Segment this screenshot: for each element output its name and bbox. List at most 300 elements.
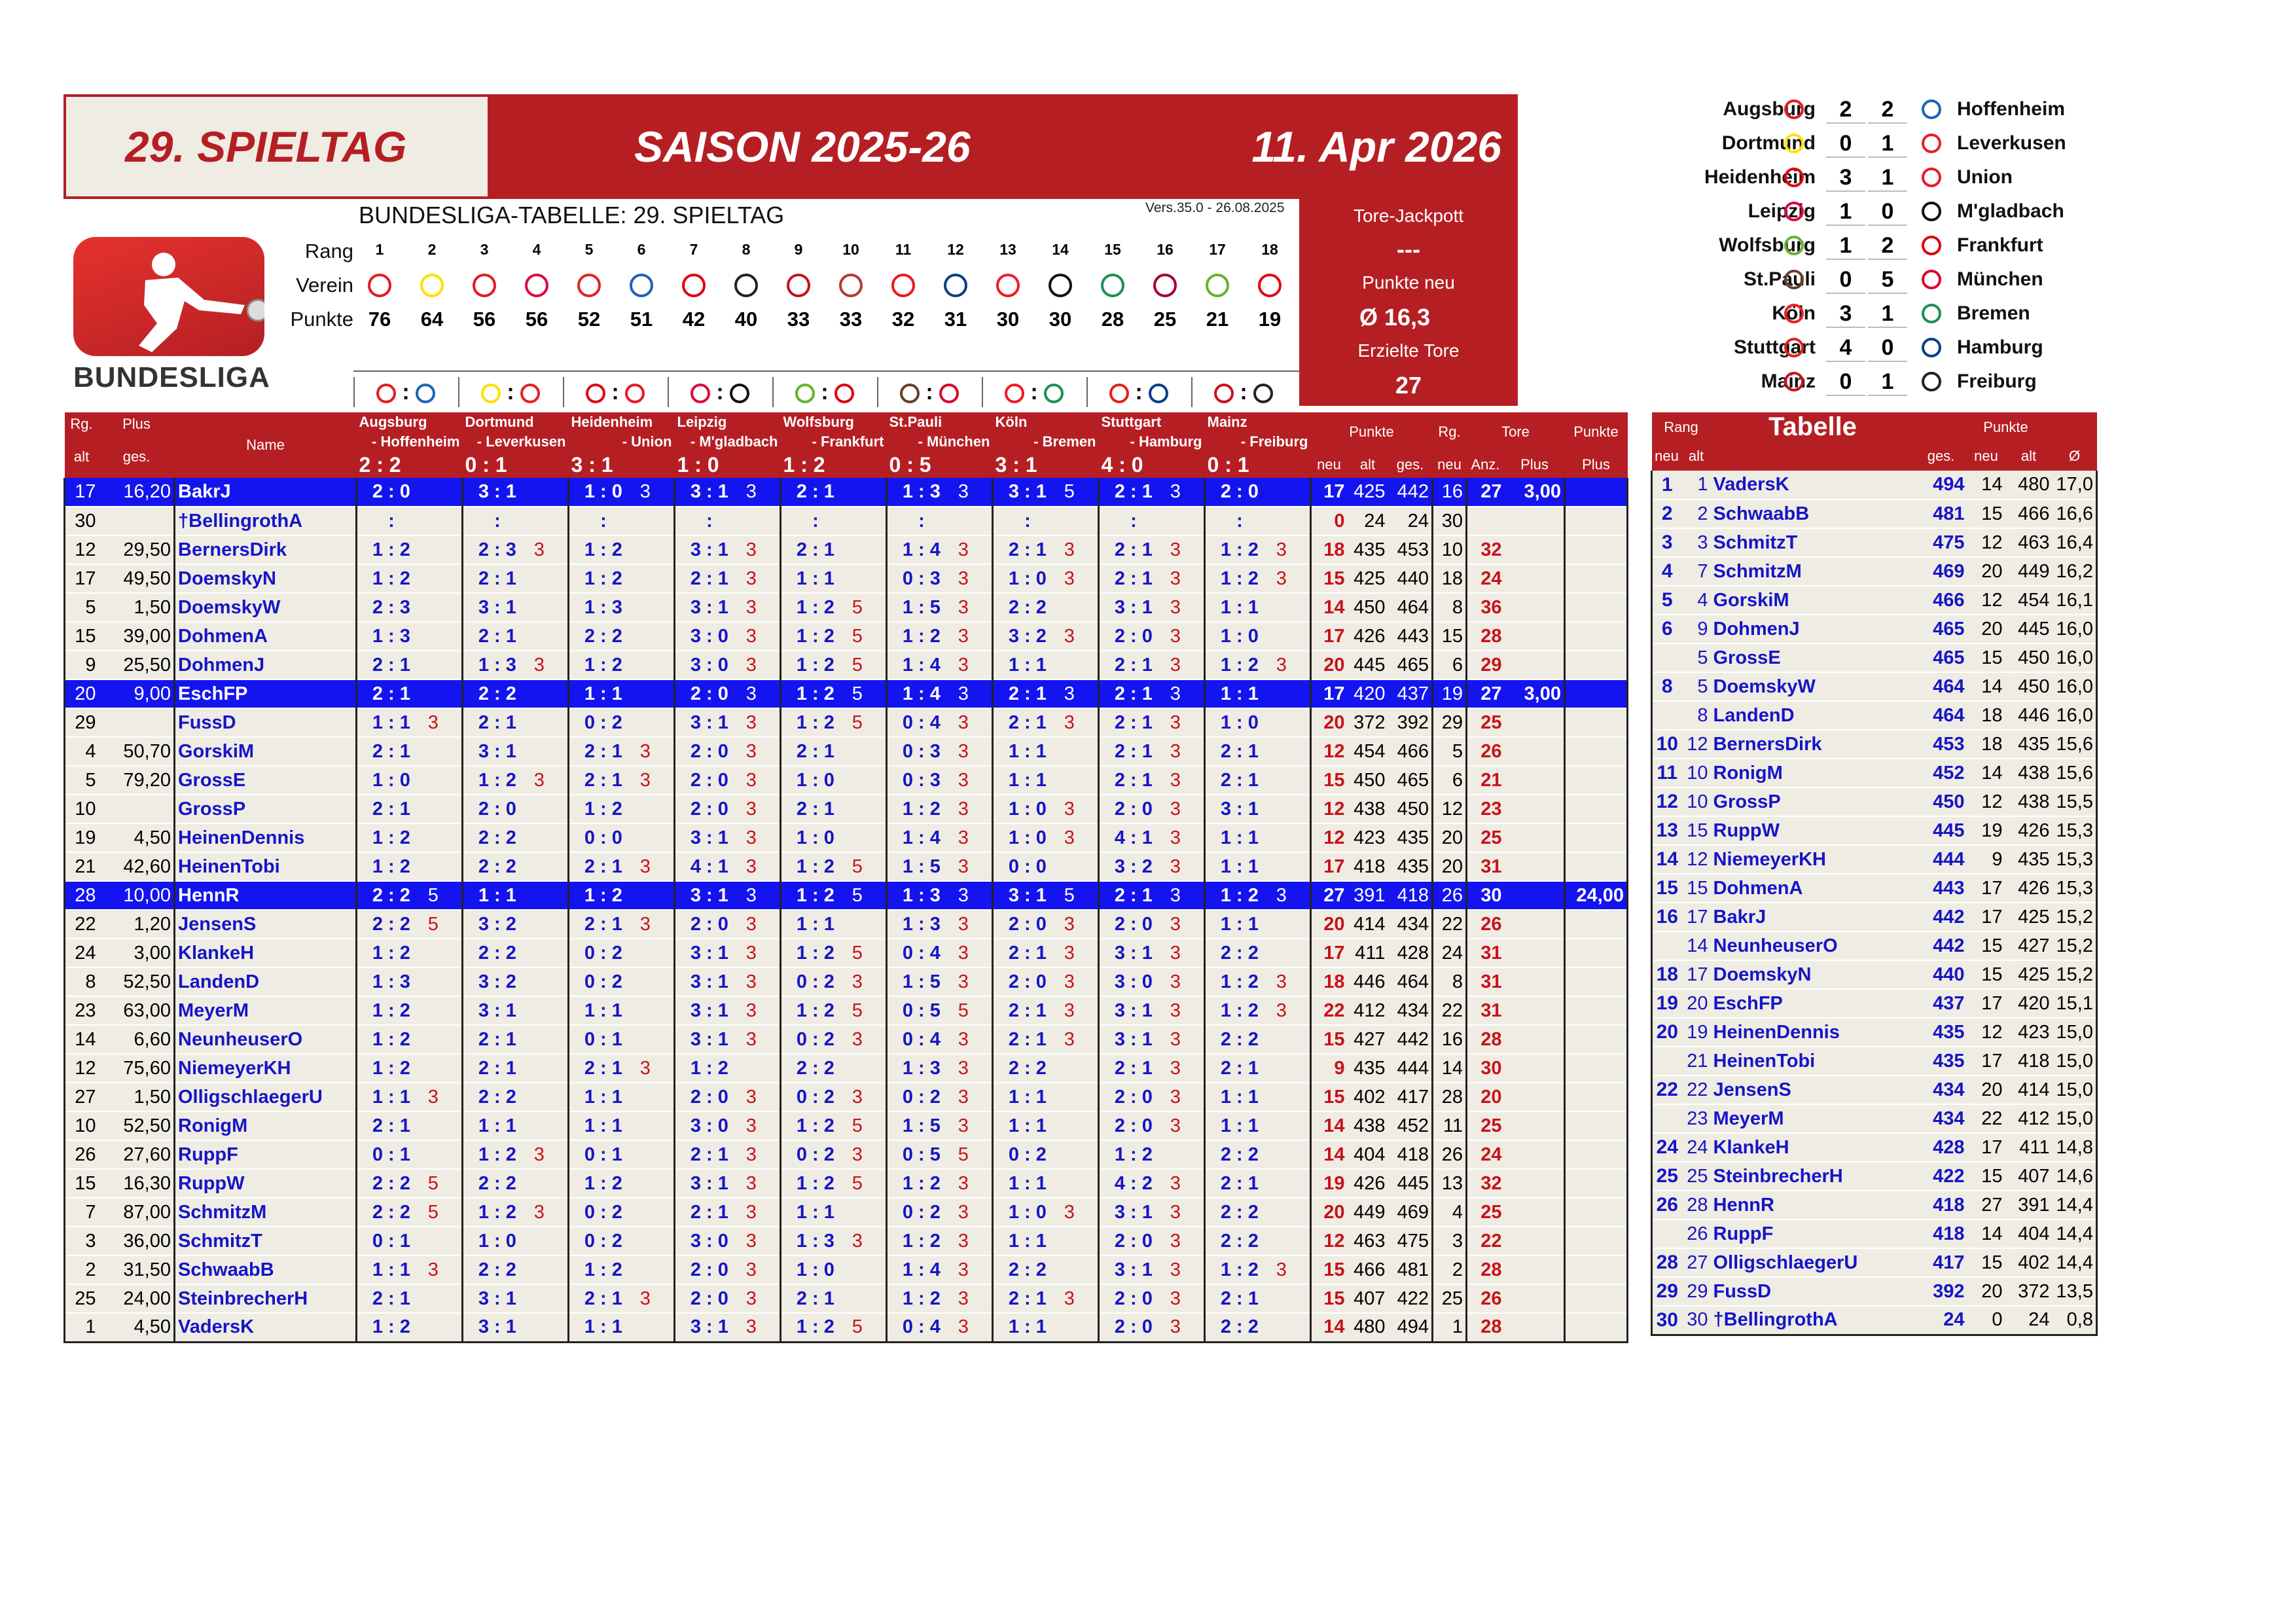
row-goals-plus [1505, 564, 1565, 593]
standings-row [1652, 989, 2097, 1018]
away-crest-icon [1044, 384, 1064, 403]
standings-points-old: 411 [2005, 1133, 2053, 1162]
row-tip: 2 : 3 [357, 593, 425, 622]
row-points-total: 437 [1388, 679, 1433, 708]
standings-row [1652, 845, 2097, 874]
row-goals: 23 [1467, 795, 1505, 823]
row-tip: 1 : 1 [993, 1083, 1062, 1111]
row-points-old: 420 [1348, 679, 1388, 708]
standings-name: FussD [1711, 1277, 1915, 1306]
row-tip-points [1062, 1227, 1099, 1255]
row-plus: 39,00 [99, 622, 175, 651]
standings-points-new: 27 [1967, 1191, 2005, 1219]
row-tip: 2 : 2 [357, 910, 425, 939]
row-tip: 1 : 1 [993, 651, 1062, 679]
standings-name: OlligschlaegerU [1711, 1248, 1915, 1277]
row-tip-points [425, 1025, 463, 1054]
row-tip-points [1062, 1140, 1099, 1169]
row-tip-points [531, 795, 569, 823]
away-club-icon [1922, 304, 1941, 323]
standings-points-old: 427 [2005, 931, 2053, 960]
row-tip: 2 : 2 [463, 823, 531, 852]
standings-row [1652, 1133, 2097, 1162]
row-tip-points: 3 [637, 1054, 675, 1083]
row-name: NeunheuserO [175, 1025, 357, 1054]
row-tip: 2 : 0 [675, 1255, 744, 1284]
row-points-new: 15 [1311, 766, 1348, 795]
col-pplus2: Plus [1565, 452, 1628, 478]
row-rank-old: 5 [65, 766, 99, 795]
standings-row [1652, 586, 2097, 615]
standings-points-old: 404 [2005, 1219, 2053, 1248]
row-tip-points: 3 [1062, 708, 1099, 737]
standings-row [1652, 1219, 2097, 1248]
row-tip: 1 : 2 [781, 708, 850, 737]
row-rank-old: 23 [65, 996, 99, 1025]
standings-total: 435 [1915, 1047, 1967, 1075]
row-tip-points: 3 [956, 1313, 993, 1342]
rank-number: 17 [1209, 241, 1226, 258]
standings-rank-old: 29 [1682, 1277, 1711, 1306]
standings-total: 434 [1915, 1104, 1967, 1133]
game-home: Wolfsburg [783, 414, 854, 430]
standings-total: 418 [1915, 1219, 1967, 1248]
row-points-plus [1565, 1083, 1628, 1111]
row-points-old: 466 [1348, 1255, 1388, 1284]
row-points-plus [1565, 1140, 1628, 1169]
row-tip: 2 : 0 [675, 737, 744, 766]
row-tip: 1 : 0 [993, 564, 1062, 593]
standings-points-new: 9 [1967, 845, 2005, 874]
game-score: 3 : 1 [993, 452, 1099, 478]
row-plus [99, 708, 175, 737]
home-club-icon [1784, 99, 1804, 119]
row-points-total: 464 [1388, 967, 1433, 996]
away-crest-icon [1149, 384, 1168, 403]
row-tip-points: 3 [1062, 795, 1099, 823]
row-rank-new: 8 [1433, 593, 1467, 622]
row-tip-points: 3 [1168, 1198, 1205, 1227]
row-tip: 2 : 1 [781, 795, 850, 823]
row-tip-points: 3 [956, 1255, 993, 1284]
standings-points-new: 17 [1967, 874, 2005, 903]
col-rg2: Rg. [1433, 412, 1467, 452]
row-tip-points: 3 [744, 622, 781, 651]
row-tip: 1 : 2 [781, 852, 850, 881]
row-plus [99, 507, 175, 535]
row-tip: 1 : 0 [1205, 622, 1274, 651]
away-club-icon [1922, 134, 1941, 153]
col-tore-plus: Plus [1505, 452, 1565, 478]
row-plus: 79,20 [99, 766, 175, 795]
row-tip: 0 : 0 [569, 823, 637, 852]
row-tip-points [425, 766, 463, 795]
row-tip-points: 3 [1168, 593, 1205, 622]
standings-points-new: 12 [1967, 586, 2005, 615]
row-points-total: 481 [1388, 1255, 1433, 1284]
row-tip-points [850, 564, 887, 593]
standings-rank-old: 22 [1682, 1075, 1711, 1104]
row-tip-points: 3 [744, 967, 781, 996]
row-points-plus [1565, 651, 1628, 679]
row-goals: 28 [1467, 1255, 1505, 1284]
row-tip: 0 : 3 [887, 737, 956, 766]
result-home-goals: 0 [1826, 369, 1865, 396]
result-home-goals: 3 [1826, 301, 1865, 328]
standings-name: BakrJ [1711, 903, 1915, 931]
row-tip: 0 : 1 [569, 1140, 637, 1169]
row-tip: 1 : 1 [569, 1083, 637, 1111]
row-tip: 2 : 1 [1099, 535, 1168, 564]
row-rank-new: 15 [1433, 622, 1467, 651]
row-points-old: 426 [1348, 1169, 1388, 1198]
row-tip: 2 : 1 [1205, 766, 1274, 795]
row-tip-points: 3 [1168, 852, 1205, 881]
goals-label: Erzielte Tore [1357, 340, 1460, 361]
row-tip-points [1062, 593, 1099, 622]
club-points: 64 [420, 308, 444, 331]
row-plus: 52,50 [99, 1111, 175, 1140]
row-tip: 3 : 1 [675, 478, 744, 507]
row-tip: 3 : 2 [1099, 852, 1168, 881]
row-tip: 1 : 1 [993, 1111, 1062, 1140]
row-tip: 1 : 2 [463, 1140, 531, 1169]
row-tip-points [425, 535, 463, 564]
row-tip: 2 : 2 [1205, 1140, 1274, 1169]
standings-points-old: 372 [2005, 1277, 2053, 1306]
game-score: 1 : 2 [781, 452, 887, 478]
row-tip: 2 : 1 [569, 1054, 637, 1083]
row-tip-points: 3 [531, 535, 569, 564]
standings-total: 442 [1915, 903, 1967, 931]
standings-rank-new [1652, 1104, 1682, 1133]
standings-average: 14,8 [2053, 1133, 2097, 1162]
row-name: DoemskyN [175, 564, 357, 593]
row-tip-points [744, 1054, 781, 1083]
row-points-total: 435 [1388, 852, 1433, 881]
row-points-total: 417 [1388, 1083, 1433, 1111]
row-tip-points: 3 [744, 564, 781, 593]
row-tip: 2 : 1 [781, 1284, 850, 1313]
game-header [1099, 412, 1205, 452]
row-plus: 4,50 [99, 1313, 175, 1342]
row-tip: 1 : 1 [781, 564, 850, 593]
game-header [675, 412, 781, 452]
row-goals-plus: 3,00 [1505, 679, 1565, 708]
row-tip-points: 3 [744, 1313, 781, 1342]
standings-name: RuppF [1711, 1219, 1915, 1248]
date-title: 11. Apr 2026 [1251, 122, 1501, 171]
standings-name: HennR [1711, 1191, 1915, 1219]
result-away-team: Hamburg [1957, 336, 2043, 358]
row-tip: 2 : 0 [675, 766, 744, 795]
standings-row [1652, 759, 2097, 787]
row-tip: 0 : 3 [887, 564, 956, 593]
row-name: KlankeH [175, 939, 357, 967]
row-points-old: 454 [1348, 737, 1388, 766]
standings-points-new: 17 [1967, 903, 2005, 931]
row-tip: 1 : 2 [781, 593, 850, 622]
standings-average: 14,6 [2053, 1162, 2097, 1191]
row-points-old: 425 [1348, 478, 1388, 507]
row-tip: 4 : 1 [675, 852, 744, 881]
row-tip-points: 3 [425, 708, 463, 737]
standings-rank-old: 21 [1682, 1047, 1711, 1075]
away-crest-icon [416, 384, 435, 403]
goals-value: 27 [1395, 372, 1422, 399]
standings-points-new: 20 [1967, 1075, 2005, 1104]
row-tip: 1 : 2 [1205, 996, 1274, 1025]
row-name: DoemskyW [175, 593, 357, 622]
standings-rank-new [1652, 931, 1682, 960]
row-tip: 2 : 0 [675, 795, 744, 823]
result-home-goals: 0 [1826, 267, 1865, 294]
standings-rank-old: 20 [1682, 989, 1711, 1018]
standings-rank-new: 6 [1652, 615, 1682, 643]
row-tip: 3 : 1 [463, 996, 531, 1025]
row-rank-new: 10 [1433, 535, 1467, 564]
row-rank-new: 5 [1433, 737, 1467, 766]
row-tip: 3 : 1 [675, 1025, 744, 1054]
row-tip-points: 3 [1168, 1169, 1205, 1198]
home-club-icon [1784, 304, 1804, 323]
row-tip: 0 : 2 [993, 1140, 1062, 1169]
home-club-icon [1784, 168, 1804, 187]
game-score: 3 : 1 [569, 452, 675, 478]
row-tip-points [1168, 507, 1205, 535]
row-tip: 3 : 1 [675, 1313, 744, 1342]
row-points-new: 12 [1311, 737, 1348, 766]
row-tip-points: 3 [1168, 737, 1205, 766]
standings-rank-new: 5 [1652, 586, 1682, 615]
standings-total: 450 [1915, 787, 1967, 816]
standings-average: 15,3 [2053, 816, 2097, 845]
row-tip: 1 : 3 [463, 651, 531, 679]
home-club-icon [1784, 270, 1804, 289]
row-tip: 1 : 2 [1205, 564, 1274, 593]
row-tip: 2 : 1 [1099, 737, 1168, 766]
result-home-goals: 1 [1826, 199, 1865, 226]
row-points-plus [1565, 1255, 1628, 1284]
row-goals-plus [1505, 1083, 1565, 1111]
row-tip-points [1274, 939, 1311, 967]
row-tip: 1 : 3 [887, 1054, 956, 1083]
row-name: NiemeyerKH [175, 1054, 357, 1083]
row-tip-points: 5 [850, 939, 887, 967]
game-home: Mainz [1207, 414, 1247, 430]
standings-points-old: 423 [2005, 1018, 2053, 1047]
row-points-old: 427 [1348, 1025, 1388, 1054]
row-goals: 26 [1467, 910, 1505, 939]
row-tip-points: 3 [744, 996, 781, 1025]
away-club-icon [1922, 99, 1941, 119]
row-tip: 1 : 0 [993, 795, 1062, 823]
row-tip-points [425, 1284, 463, 1313]
row-tip: 2 : 1 [781, 535, 850, 564]
row-points-plus [1565, 593, 1628, 622]
row-tip: 1 : 2 [887, 622, 956, 651]
row-tip-points: 3 [1168, 939, 1205, 967]
row-tip: 2 : 1 [463, 622, 531, 651]
standings-total: 443 [1915, 874, 1967, 903]
standings-row [1652, 643, 2097, 672]
result-home-team: Heidenheim [1704, 166, 1816, 188]
points-new-label: Punkte neu [1362, 272, 1455, 293]
standings-total: 452 [1915, 759, 1967, 787]
row-tip: 0 : 2 [887, 1198, 956, 1227]
row-name: JensenS [175, 910, 357, 939]
row-tip: 0 : 5 [887, 996, 956, 1025]
header-banner [63, 94, 1518, 199]
row-tip: 1 : 3 [887, 881, 956, 910]
row-tip-points [425, 795, 463, 823]
row-plus: 75,60 [99, 1054, 175, 1083]
standings-points-old: 407 [2005, 1162, 2053, 1191]
club-points: 33 [839, 308, 863, 331]
game-away: - Hoffenheim [372, 433, 460, 450]
row-tip: 1 : 0 [993, 823, 1062, 852]
row-rank-old: 26 [65, 1140, 99, 1169]
row-tip-points: 3 [956, 1111, 993, 1140]
row-goals-plus [1505, 1284, 1565, 1313]
standings-name: KlankeH [1711, 1133, 1915, 1162]
row-tip-points [850, 1198, 887, 1227]
row-tip: 3 : 1 [675, 881, 744, 910]
row-goals [1467, 507, 1505, 535]
row-tip-points: 3 [1168, 795, 1205, 823]
game-away: - Union [622, 433, 672, 450]
standings-rank-old: 12 [1682, 730, 1711, 759]
row-points-old: 445 [1348, 651, 1388, 679]
row-tip-points [531, 823, 569, 852]
row-plus: 4,50 [99, 823, 175, 852]
standings-row [1652, 1162, 2097, 1191]
fixture-crests [353, 377, 457, 407]
row-tip: 2 : 1 [1099, 679, 1168, 708]
standings-total: 434 [1915, 1075, 1967, 1104]
row-plus: 63,00 [99, 996, 175, 1025]
result-away-goals: 1 [1868, 301, 1907, 328]
row-tip: 1 : 2 [569, 535, 637, 564]
row-tip-points: 3 [744, 939, 781, 967]
standings-rank-old: 19 [1682, 1018, 1711, 1047]
row-tip-points [531, 679, 569, 708]
club-points: 30 [996, 308, 1020, 331]
standings-rank-old: 1 [1682, 471, 1711, 499]
standings-points-new: 18 [1967, 701, 2005, 730]
standings-rank-old: 10 [1682, 787, 1711, 816]
row-points-old: 438 [1348, 795, 1388, 823]
row-rank-old: 1 [65, 1313, 99, 1342]
row-points-new: 17 [1311, 622, 1348, 651]
row-tip: 2 : 1 [1205, 1054, 1274, 1083]
table-row [65, 535, 1628, 564]
tip-table [63, 412, 1628, 1343]
row-tip-points: 3 [956, 1198, 993, 1227]
row-tip-points: 3 [956, 1025, 993, 1054]
standings-rank-old: 14 [1682, 931, 1711, 960]
standings-average: 16,0 [2053, 701, 2097, 730]
row-points-old: 402 [1348, 1083, 1388, 1111]
away-club-icon [1922, 236, 1941, 255]
away-club-icon [1922, 270, 1941, 289]
row-points-total: 452 [1388, 1111, 1433, 1140]
standings-total: 494 [1915, 471, 1967, 499]
row-tip-points [531, 881, 569, 910]
row-tip: 1 : 2 [357, 1054, 425, 1083]
row-tip: 2 : 2 [993, 1255, 1062, 1284]
club-crest-icon [734, 274, 758, 297]
game-score: 0 : 1 [463, 452, 569, 478]
matchday-box [63, 94, 490, 199]
row-rank-new: 4 [1433, 1198, 1467, 1227]
row-goals-plus [1505, 939, 1565, 967]
standings-row [1652, 701, 2097, 730]
standings-points-new: 14 [1967, 471, 2005, 499]
standings-rank-old: 3 [1682, 528, 1711, 557]
row-tip: 1 : 2 [887, 795, 956, 823]
result-away-team: Bremen [1957, 302, 2030, 324]
rank-number: 2 [427, 241, 437, 258]
row-tip: 2 : 1 [1099, 881, 1168, 910]
row-tip: 2 : 0 [463, 795, 531, 823]
row-tip-points [1274, 737, 1311, 766]
row-points-old: 411 [1348, 939, 1388, 967]
row-tip: 0 : 2 [569, 1227, 637, 1255]
row-tip: 1 : 3 [357, 622, 425, 651]
row-tip: 1 : 2 [357, 939, 425, 967]
row-tip: 2 : 1 [1099, 564, 1168, 593]
row-rank-old: 10 [65, 1111, 99, 1140]
row-plus: 1,20 [99, 910, 175, 939]
row-points-total: 464 [1388, 593, 1433, 622]
row-tip-points [1274, 622, 1311, 651]
standings-points-old: 426 [2005, 816, 2053, 845]
row-tip-points: 3 [1062, 996, 1099, 1025]
row-tip-points: 3 [956, 564, 993, 593]
row-points-total: 442 [1388, 478, 1433, 507]
row-rank-new: 6 [1433, 651, 1467, 679]
club-points: 19 [1258, 308, 1282, 331]
standings-name: DoemskyW [1711, 672, 1915, 701]
row-tip: 3 : 1 [463, 737, 531, 766]
row-tip-points: 3 [850, 1025, 887, 1054]
row-tip-points [1062, 651, 1099, 679]
row-points-new: 14 [1311, 1111, 1348, 1140]
row-tip: 1 : 1 [993, 1169, 1062, 1198]
standings-total: 465 [1915, 643, 1967, 672]
row-tip: 1 : 1 [569, 1313, 637, 1342]
standings-title: Tabelle [1711, 412, 1915, 442]
row-tip: 0 : 2 [569, 1198, 637, 1227]
rank-number: 12 [947, 241, 964, 258]
standings-rank-old: 5 [1682, 672, 1711, 701]
row-rank-old: 2 [65, 1255, 99, 1284]
row-goals: 31 [1467, 967, 1505, 996]
row-tip: 1 : 1 [569, 679, 637, 708]
row-tip: 3 : 1 [993, 478, 1062, 507]
row-tip: 1 : 2 [357, 823, 425, 852]
row-tip: 3 : 1 [463, 1284, 531, 1313]
row-tip: 2 : 2 [463, 1169, 531, 1198]
row-tip-points: 3 [1168, 910, 1205, 939]
row-tip-points: 3 [1168, 564, 1205, 593]
row-points-new: 18 [1311, 535, 1348, 564]
row-points-plus [1565, 535, 1628, 564]
standings-rank-old: 28 [1682, 1191, 1711, 1219]
home-club-icon [1784, 372, 1804, 391]
standings-rank-new: 4 [1652, 557, 1682, 586]
